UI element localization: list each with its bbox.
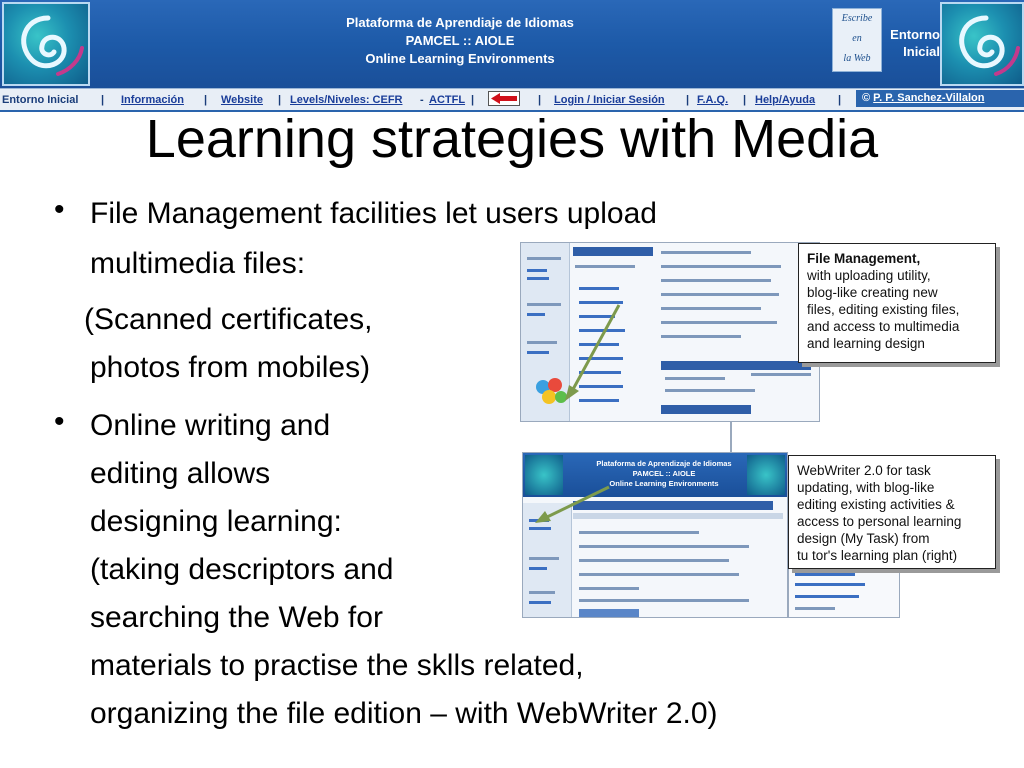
- bullet2-text: designing learning:: [90, 505, 342, 538]
- callout-line: blog-like creating new: [807, 285, 938, 300]
- nav-entorno-inicial[interactable]: Entorno Inicial: [2, 94, 79, 106]
- bullet1-text: File Management facilities let users upload: [90, 197, 657, 230]
- escribe-en-la-web-logo[interactable]: [832, 8, 882, 72]
- callout-line: updating, with blog-like: [797, 480, 935, 495]
- webwriter-screenshot: [522, 452, 788, 618]
- bullet-dot: •: [54, 405, 65, 438]
- callout-line: editing existing activities &: [797, 497, 955, 512]
- pointer-arrow-icon: [531, 485, 611, 525]
- nav-separator: |: [101, 94, 105, 106]
- callout-line: with uploading utility,: [807, 268, 931, 283]
- entorno-text: Entorno: [890, 27, 940, 42]
- site-title-line: Online Learning Environments: [365, 51, 555, 66]
- webwriter-title-line: PAMCEL :: AIOLE: [632, 469, 696, 478]
- bullet1-text: multimedia files:: [90, 247, 306, 280]
- nav-website-link[interactable]: Website: [221, 94, 263, 106]
- bullet2-text: (taking descriptors and: [90, 553, 394, 586]
- escribe-text: la Web: [843, 53, 871, 64]
- entorno-text: Inicial: [903, 44, 940, 59]
- callout-line: tu tor's learning plan (right): [797, 548, 958, 563]
- nav-separator: |: [278, 94, 282, 106]
- copyright-symbol: ©: [862, 92, 871, 104]
- nav-actfl-link[interactable]: ACTFL: [429, 94, 466, 106]
- bullet2-text: organizing the file edition – with WebWriter 2.0): [90, 697, 718, 730]
- webwriter-title-line: Plataforma de Aprendizaje de Idiomas: [596, 459, 732, 468]
- nav-help-link[interactable]: Help/Ayuda: [755, 94, 816, 106]
- webwriter-callout: [788, 455, 996, 569]
- screenshot-connector: [730, 422, 732, 454]
- bullet2-text: Online writing and: [90, 409, 331, 442]
- bullet-dot: •: [54, 193, 65, 226]
- bullet2-text: editing allows: [90, 457, 271, 490]
- site-header-banner: [0, 0, 1024, 88]
- nav-separator: |: [538, 94, 542, 106]
- bullet1-text: (Scanned certificates,: [84, 303, 373, 336]
- callout-line: design (My Task) from: [797, 531, 930, 546]
- nav-separator: |: [204, 94, 208, 106]
- slide-title: Learning strategies with Media: [145, 109, 879, 169]
- nav-faq-link[interactable]: F.A.Q.: [697, 94, 729, 106]
- escribe-text: Escribe: [841, 13, 873, 24]
- callout-line: access to personal learning: [797, 514, 962, 529]
- bullet2-text: materials to practise the sklls related,: [90, 649, 584, 682]
- callout-line: and access to multimedia: [807, 319, 960, 334]
- callout-line: File Management,: [807, 251, 921, 266]
- entorno-inicial-link[interactable]: [876, 26, 940, 60]
- left-logo-icon[interactable]: [2, 2, 90, 86]
- webwriter-title-line: Online Learning Environments: [609, 479, 719, 488]
- callout-line: WebWriter 2.0 for task: [797, 463, 931, 478]
- file-management-callout: [798, 243, 996, 363]
- nav-separator: |: [743, 94, 747, 106]
- copyright-author-link[interactable]: P. P. Sanchez-Villalon: [873, 92, 985, 104]
- nav-dash: -: [420, 94, 424, 106]
- webwriter-side-panel: [788, 562, 900, 618]
- nav-login-link[interactable]: Login / Iniciar Sesión: [554, 94, 665, 106]
- bullet1-text: photos from mobiles): [90, 351, 371, 384]
- bullet2-text: searching the Web for: [90, 601, 383, 634]
- file-management-screenshot: [520, 242, 820, 422]
- nav-levels-cefr-link[interactable]: Levels/Niveles: CEFR: [290, 94, 403, 106]
- nav-separator: |: [471, 94, 475, 106]
- callout-line: files, editing existing files,: [807, 302, 960, 317]
- webwriter-header-title: [589, 459, 739, 489]
- right-logo-icon[interactable]: [940, 2, 1024, 86]
- pointer-arrow-icon: [561, 303, 621, 403]
- site-title-line: PAMCEL :: AIOLE: [405, 33, 515, 48]
- nav-separator: |: [838, 94, 842, 106]
- nav-informacion-link[interactable]: Información: [121, 94, 184, 106]
- site-title-line: Plataforma de Aprendiaje de Idiomas: [346, 15, 574, 30]
- site-title: [300, 14, 620, 68]
- escribe-text: en: [852, 33, 862, 44]
- callout-line: and learning design: [807, 336, 925, 351]
- nav-separator: |: [686, 94, 690, 106]
